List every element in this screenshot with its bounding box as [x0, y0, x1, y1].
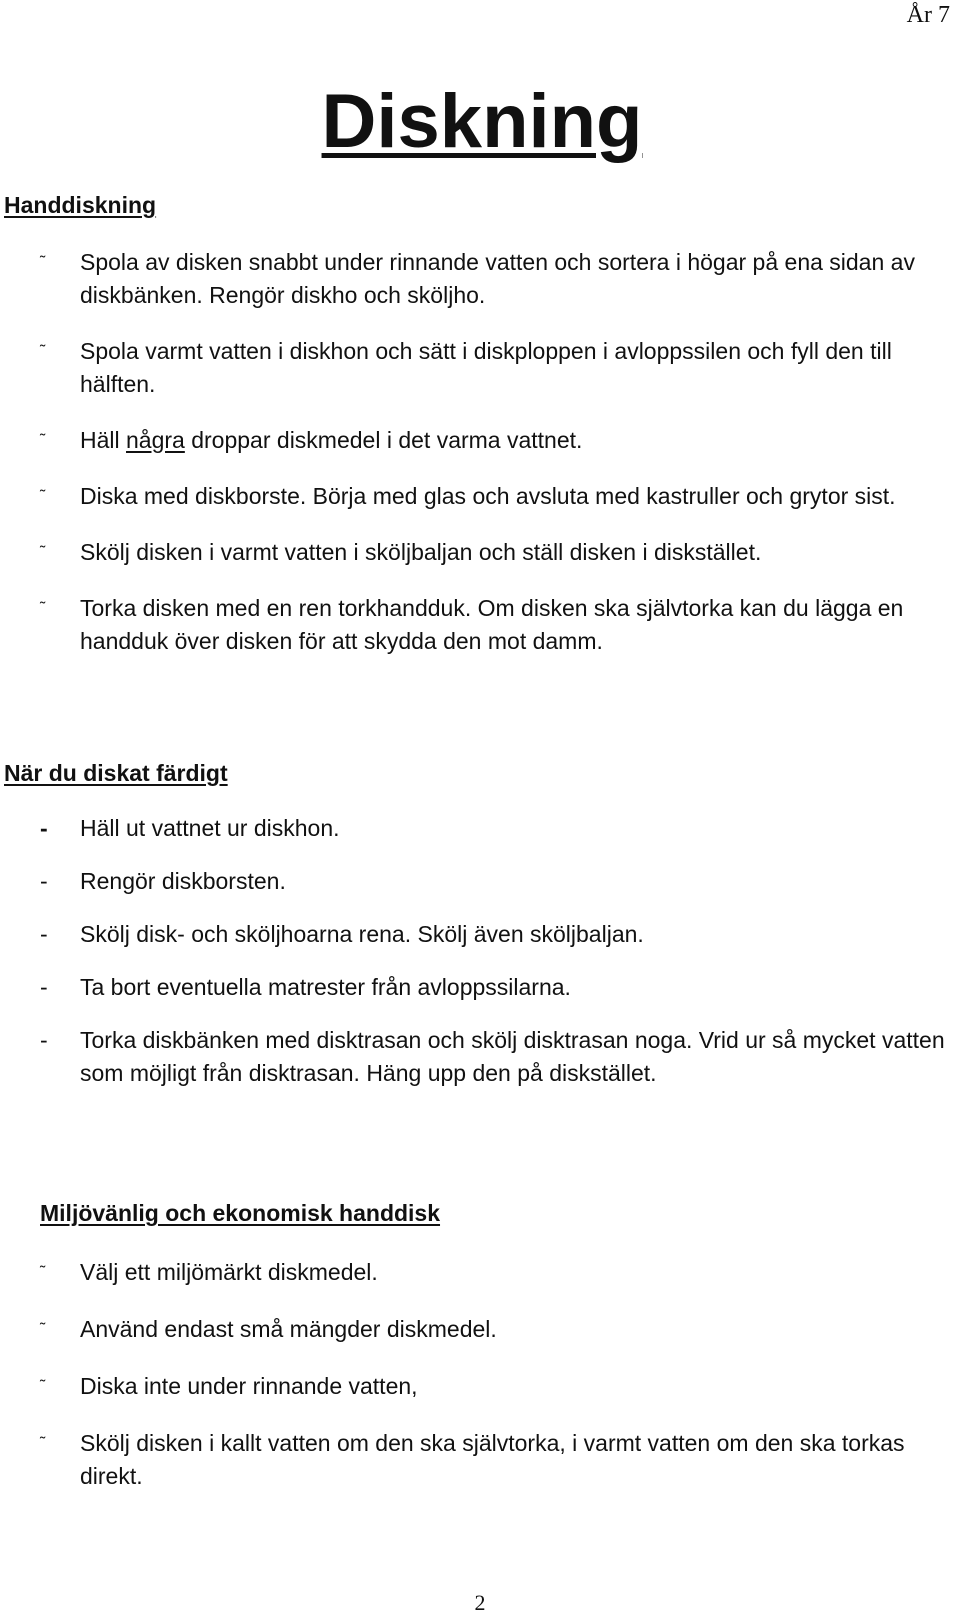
list-item-text: Spola varmt vatten i diskhon och sätt i diskploppen i avloppssilen och fyll den till hälften. — [80, 338, 892, 397]
list-item-text: Använd endast små mängder diskmedel. — [80, 1316, 497, 1342]
list-item — [0, 865, 960, 898]
list-item — [0, 1256, 960, 1289]
dash-bullet-icon: - — [40, 815, 48, 841]
tilde-bullet-icon: ˜ — [40, 488, 46, 505]
dash-bullet-icon: - — [40, 868, 48, 894]
list-item — [0, 1427, 960, 1493]
list-item-text: Torka disken med en ren torkhandduk. Om disken ska självtorka kan du lägga en handduk över disken för att skydda den mot damm. — [80, 595, 904, 654]
tilde-bullet-icon: ˜ — [40, 1378, 46, 1395]
list-item-text: Ta bort eventuella matrester från avloppssilarna. — [80, 974, 571, 1000]
nar-du-diskat-list — [0, 812, 960, 1090]
text-segment: Häll — [80, 427, 127, 453]
underlined-word: några — [126, 427, 185, 453]
list-item-text: Häll ut vattnet ur diskhon. — [80, 815, 340, 841]
page-number: 2 — [474, 1590, 486, 1615]
tilde-bullet-icon: ˜ — [40, 600, 46, 617]
tilde-bullet-icon: ˜ — [40, 1321, 46, 1338]
list-item — [0, 246, 960, 312]
grade-label: År 7 — [906, 2, 950, 28]
page-title: Diskning — [321, 79, 643, 164]
list-item — [0, 424, 960, 457]
text-segment: droppar diskmedel i det varma vattnet. — [184, 427, 583, 453]
list-item-text: Rengör diskborsten. — [80, 868, 286, 894]
list-item — [0, 918, 960, 951]
list-item-text: Skölj disken i kallt vatten om den ska självtorka, i varmt vatten om den ska torkas direkt. — [80, 1430, 905, 1489]
tilde-bullet-icon: ˜ — [40, 432, 46, 449]
section-heading-handdiskning: Handdiskning — [4, 192, 157, 218]
list-item-text — [80, 424, 950, 457]
list-item — [0, 335, 960, 401]
list-item-text: Välj ett miljömärkt diskmedel. — [80, 1259, 378, 1285]
tilde-bullet-icon: ˜ — [40, 1435, 46, 1452]
miljovanlig-list — [0, 1256, 960, 1493]
tilde-bullet-icon: ˜ — [40, 544, 46, 561]
list-item — [0, 536, 960, 569]
list-item — [0, 1024, 960, 1090]
dash-bullet-icon: - — [40, 921, 48, 947]
tilde-bullet-icon: ˜ — [40, 1264, 46, 1281]
list-item — [0, 812, 960, 845]
dash-bullet-icon: - — [40, 1027, 48, 1053]
list-item-text: Spola av disken snabbt under rinnande vatten och sortera i högar på ena sidan av diskbänken. Rengör diskho och sköljho. — [80, 249, 915, 308]
section-heading-miljovanlig: Miljövänlig och ekonomisk handdisk — [40, 1200, 441, 1226]
list-item — [0, 480, 960, 513]
tilde-bullet-icon: ˜ — [40, 254, 46, 271]
list-item-text: Diska inte under rinnande vatten, — [80, 1373, 418, 1399]
dash-bullet-icon: - — [40, 974, 48, 1000]
list-item — [0, 1370, 960, 1403]
list-item-text: Diska med diskborste. Börja med glas och avsluta med kastruller och grytor sist. — [80, 483, 896, 509]
handdiskning-list — [0, 246, 960, 658]
list-item — [0, 592, 960, 658]
tilde-bullet-icon: ˜ — [40, 343, 46, 360]
section-heading-nar-du-diskat: När du diskat färdigt — [4, 760, 228, 786]
list-item-text: Torka diskbänken med disktrasan och skölj disktrasan noga. Vrid ur så mycket vatten som möjligt från disktrasan. Häng upp den på diskstället. — [80, 1027, 945, 1086]
list-item-text: Skölj disken i varmt vatten i sköljbaljan och ställ disken i diskstället. — [80, 539, 762, 565]
list-item-text: Skölj disk- och sköljhoarna rena. Skölj även sköljbaljan. — [80, 921, 644, 947]
list-item — [0, 971, 960, 1004]
list-item — [0, 1313, 960, 1346]
